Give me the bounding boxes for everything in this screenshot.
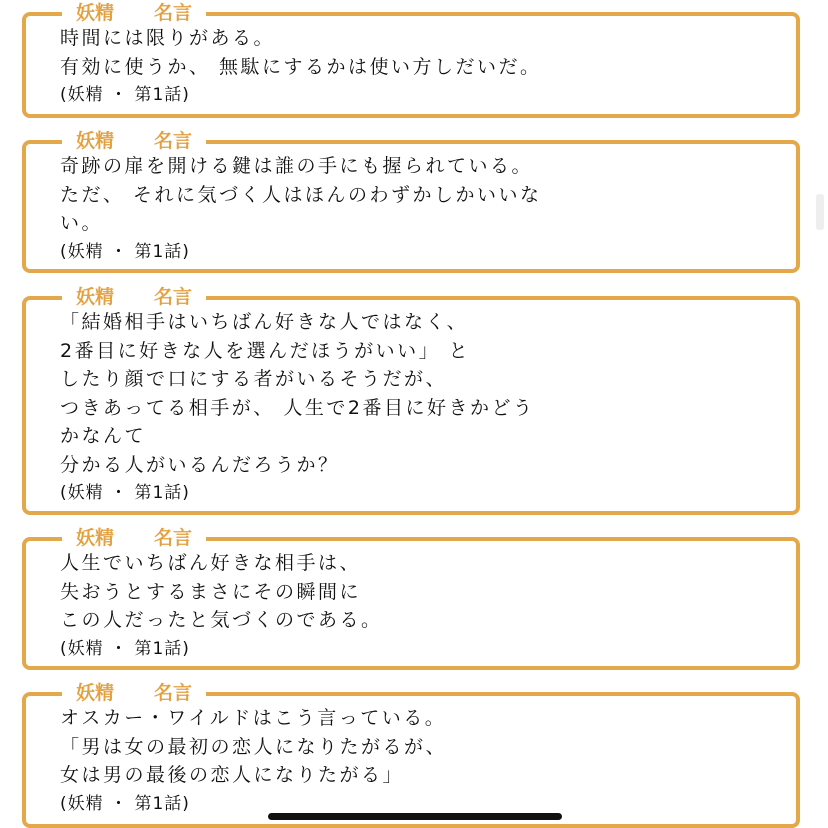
quote-source: (妖精 ・ 第1話) [60, 241, 190, 262]
quote-card [22, 286, 800, 515]
quote-line: 「男は女の最初の恋人になりたがるが、 [60, 735, 448, 758]
quote-line: つきあってる相手が、 人生で2番目に好きかどう [60, 396, 535, 419]
quote-line: かなんて [60, 425, 147, 447]
quote-line: ただ、 それに気づく人はほんのわずかしかいいな [60, 183, 542, 206]
card-title [62, 680, 206, 706]
title-fairy: 妖精 [76, 2, 115, 24]
quote-source: (妖精 ・ 第1話) [60, 793, 190, 814]
quote-line: オスカー・ワイルドはこう言っている。 [60, 707, 447, 729]
title-quote: 名言 [154, 682, 193, 704]
title-fairy: 妖精 [76, 130, 115, 152]
quote-card [22, 527, 800, 670]
quote-line: したり顔で口にする者がいるそうだが、 [60, 368, 448, 390]
quote-line: 奇跡の扉を開ける鍵は誰の手にも握られている。 [60, 155, 534, 177]
quote-body [60, 549, 776, 663]
quote-source: (妖精 ・ 第1話) [60, 483, 190, 503]
title-quote: 名言 [154, 2, 193, 24]
quote-line: 有効に使うか、 無駄にするかは使い方しだいだ。 [60, 55, 542, 78]
card-title [62, 525, 206, 551]
title-fairy: 妖精 [76, 682, 115, 704]
title-quote: 名言 [154, 130, 193, 152]
title-fairy: 妖精 [76, 286, 115, 308]
quote-line: 女は男の最後の恋人になりたがる」 [60, 764, 405, 786]
quote-line: い。 [60, 212, 104, 234]
card-title [62, 128, 206, 154]
quote-card [22, 130, 800, 273]
quote-body [60, 308, 776, 508]
quote-source: (妖精 ・ 第1話) [60, 638, 190, 659]
quote-line: 「結婚相手はいちばん好きな人ではなく、 [60, 311, 469, 333]
title-quote: 名言 [154, 527, 193, 549]
card-title [62, 284, 206, 310]
quote-line: 失おうとするまさにその瞬間に [60, 580, 362, 603]
quote-line: 人生でいちばん好きな相手は、 [60, 552, 362, 574]
quote-line: 2番目に好きな人を選んだほうがいい」 と [60, 339, 471, 362]
quote-body [60, 704, 776, 818]
quote-body [60, 24, 776, 110]
quote-line: この人だったと気づくのである。 [60, 609, 383, 631]
scrollbar[interactable] [816, 194, 824, 230]
quote-line: 時間には限りがある。 [60, 27, 276, 49]
quote-card [22, 2, 800, 118]
quote-card [22, 682, 800, 828]
card-title [62, 0, 206, 26]
home-indicator[interactable] [268, 813, 562, 820]
quote-line: 分かる人がいるんだろうか？ [60, 453, 340, 476]
quote-body [60, 152, 776, 266]
title-quote: 名言 [154, 286, 193, 308]
title-fairy: 妖精 [76, 527, 115, 549]
quote-source: (妖精 ・ 第1話) [60, 85, 190, 105]
